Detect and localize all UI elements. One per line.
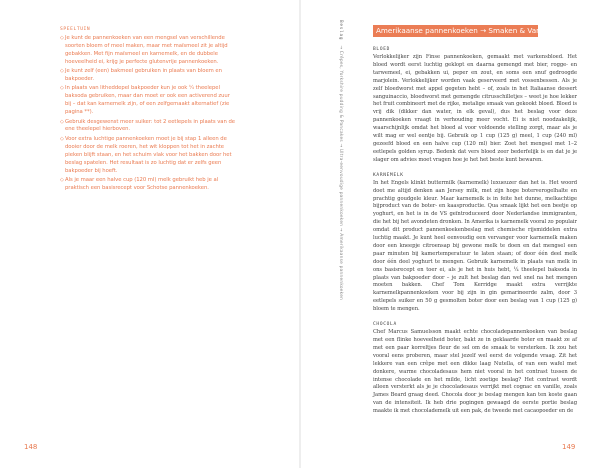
tip-item	[60, 68, 235, 84]
diamond-bullet-icon: ◇	[60, 35, 64, 41]
section-chocola	[373, 322, 577, 416]
tip-text: Je kunt de pannenkoeken van een mengsel van verschillende soorten bloem of meel maken, maar met maïsmeel zit je altijd gebakken. Met fijn maïsmeel en karnemelk, en de dubbele hoeveelheid ei, krijg je perfecte glutenvrije pannenkoeken.	[65, 35, 228, 65]
running-head-path: → Crêpes, Yorkshire pudding & Pancakes → Ultra-eenvoudige pannenkoeken → Amerikaanse pannenkoeken	[338, 45, 343, 301]
tip-text: In plaats van litheddepel bakpoeder kun je ook ¼ theelepel baksoda gebruiken, maar dan moet er ook een activerend zuur bij – dat kan karnemelk zijn, of een zelfgemaakt alternatief (zie pagina **).	[65, 85, 230, 116]
tip-text: Gebruik desgewenst meer suiker: tot 2 eetlepels in plaats van de ene theelepel hierboven.	[65, 118, 235, 133]
tip-item	[60, 85, 235, 117]
tip-item	[60, 136, 235, 176]
running-head-text	[338, 20, 343, 300]
section-heading: CHOCOLA	[373, 322, 397, 328]
section-bloed	[373, 47, 577, 165]
tips-heading: SPEELTUIN	[60, 27, 91, 32]
section-paragraph: In het Engels klinkt buttermilk (karnemelk) luxueuzer dan het is. Het woord doet me altijd denken aan Jersey milk, met zijn hoge boterverogelhalte en prachtig goudgele kleur. Maar karnemelk is in feite het dunne, melkachtige bijproduct van de boter- en kaasproductie. Qua smaak lijkt het een beetje op yoghurt, en het is in de VS geïntroduceerd door Nederlandse immigranten, die het bij het avondeten dronken. In Amerika is karnemelk vooral zo populair omdat dit product pannenkoekenbeslag met chemische rijsmiddelen extra luchtig maakt. Je kunt heel eenvoudig een vervanger voor karnemelk maken door een kneepje citroensap bij gewone melk te doen en dat mengsel een paar minuten bij kamertemperatuur te laten staan; of door één deel melk door één deel yoghurt te mengen. Gebruik karnemelk in plaats van melk in ons basisrecept en toer ei, als je het in huis hebt, ¼ theelepel baksoda in plaats van bakpoeder door – je zult het beslag dan wel snel na het mengen moeten bakken. Chef Tom Kerridge maakt extra verrijkte karnemelkpannenkoeken voor bij zijn in gin gemarineerde zalm, door 3 eetlepels suiker en 50 g gesmolten boter door een beslag van 1 cup (125 g) bloem te mengen.	[373, 179, 577, 313]
diamond-bullet-icon: ◇	[60, 85, 64, 92]
section-paragraph: Verlokkelijker zijn Finse pannenkoeken, gemaakt met varkensbloed. Het bloed wordt eerst luchtig geklopt en daarna gemengd met bier, rogge- en tarwemeel, ei, gebakken ui, peper en zout, en soms een snuf gedroogde marjolein. Verlokkelijker worden vaak geserveerd met vossenbessen. Als je zelf bloedworst met appel gegeten hebt – of, zoals in het Italiaanse dessert sanguinaccio, bloedworst met gemengde citrusschilletjes – weet je hoe lekker het fruit combineert met de rijke, metalige smaak van gekookt bloed. Bloed is vrij dik (dikker dan water, in elk geval), dus het beslag voor deze pannenkoeken vraagt in verhouding meer vocht. Ei is niet noodzakelijk, waarschijnlijk omdat het bloed al voor voldoende stelling zorgt, maar als je wilt mag er wel eentje bij. Gebruik op 1 cup (125 g) meel, 1 cup (240 ml) gezeefd bloed en een halve cup (120 ml) bier. Zoet het mengsel met 1–2 eetlepels golden syrup. Bedenk dat vers bloed zeer bederfelijk is en dat je je slager om advies moet vragen hoe je het het beste kunt bewaren.	[373, 54, 577, 163]
tip-item	[60, 35, 235, 67]
tip-text: Voor extra luchtige pannenkoeken moet je bij stap 1 alleen de dooier door de melk roeren, het wit kloppen tot het in zachte pieken blijft staan, en het schuim vlak voor het bakken door het beslag spatelen. Het resultaat is zo luchtig dat er zelfs geen bakpoeder bij hoeft.	[65, 135, 232, 174]
page-number-right: 149	[562, 443, 576, 451]
diamond-bullet-icon: ◇	[60, 118, 64, 125]
running-head	[337, 20, 343, 301]
running-head-title: Beslag	[338, 20, 343, 41]
section-karnemelk	[373, 173, 577, 314]
tip-item	[60, 119, 235, 135]
tip-text: Als je maar een halve cup (120 ml) melk gebruikt heb je al praktisch een basisrecept voor Schotse pannenkoeken.	[65, 176, 219, 191]
article-body	[373, 47, 577, 424]
section-heading: KARNEMELK	[373, 172, 404, 178]
diamond-bullet-icon: ◇	[60, 176, 64, 183]
tip-item	[60, 177, 235, 193]
chapter-title-bar: Amerikaanse pannenkoeken → Smaken & Variaties	[373, 25, 538, 37]
page-number-left: 148	[24, 443, 38, 451]
diamond-bullet-icon: ◇	[60, 135, 64, 142]
tip-text: Je kunt zelf (een) bakmeel gebruiken in plaats van bloem en bakpoeder.	[65, 68, 222, 83]
section-heading: BLOED	[373, 47, 391, 52]
diamond-bullet-icon: ◇	[60, 68, 64, 75]
tips-sidebar	[60, 27, 235, 194]
section-paragraph: Chef Marcus Samuelsson maakt echte chocoladepannenkoeken van beslag met een flinke hoeveelheid boter, bakt ze in geklaarde boter en maakt ze af met een paar korreltjes fleur de sel om de smaak te versterken. Ik zou het vooral eens proberen, maar stel jezelf wel eerst de volgende vraag. Zit het lekkere van een crêpe met een dikke laag Nutella, of van een wafel met donkere, warme chocoladesaus hem niet vooral in het contrast tussen de intense chocolade en het milde, licht zoetige beslag? Het contrast wordt alleen versterkt als je je chocoladesaus verrijkt met cognac en vanille, zoals James Beard graag deed. Chocola door je beslag mengen kan ten koste gaan van de intensiteit. Ik heb drie pogingen gewaagd de eerste portie beslag maakte ik met chocolademelk uit een pak, de tweede met cacaopoeder en de	[373, 329, 577, 415]
